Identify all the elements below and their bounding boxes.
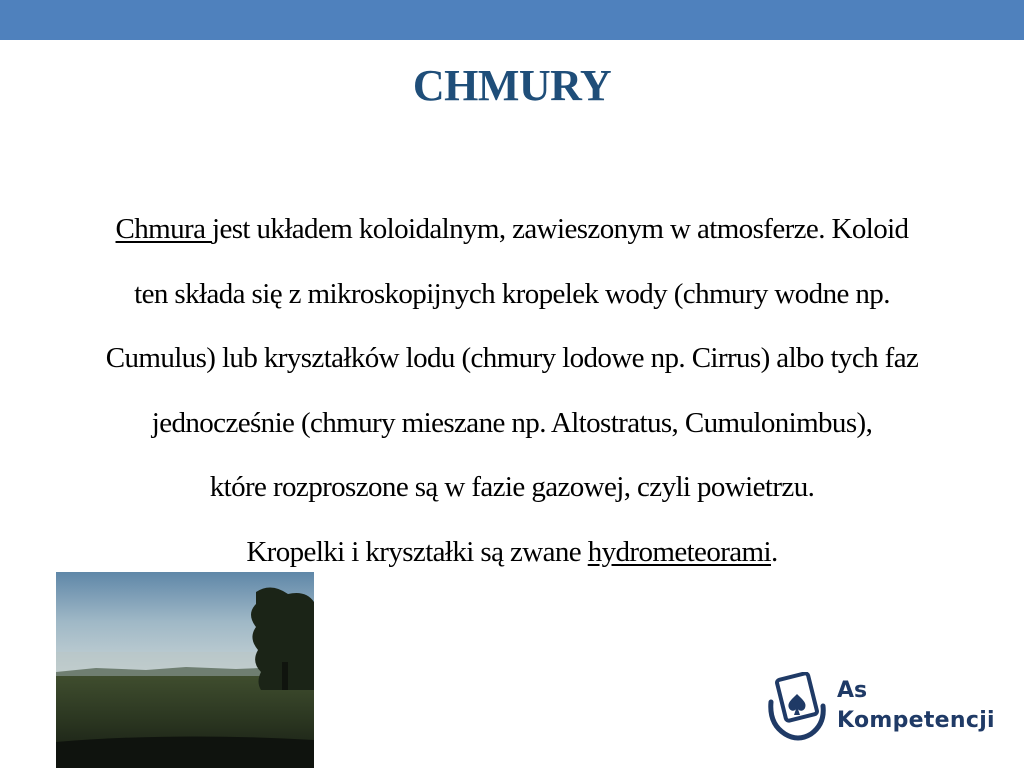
text-line-6-end: .	[770, 535, 778, 568]
logo-text-as: As	[837, 678, 868, 703]
text-line-1-rest: jest układem koloidalnym, zawieszonym w atmosferze. Koloid	[212, 213, 909, 245]
text-line-3: Cumulus) lub kryształków lodu (chmury lodowe np. Cirrus) albo tych faz	[105, 342, 919, 374]
landscape-photo	[56, 572, 314, 768]
chmura-link[interactable]: Chmura	[115, 213, 212, 245]
landscape-photo-image	[56, 572, 314, 768]
text-line-5: które rozproszone są w fazie gazowej, czyli powietrzu.	[209, 471, 815, 503]
text-line-6-start: Kropelki i kryształki są zwane	[246, 535, 588, 568]
slide-body-text	[20, 197, 1004, 584]
hydrometeorami-link[interactable]: hydrometeorami	[587, 535, 771, 568]
text-line-1	[20, 197, 1004, 262]
spade-card-icon	[765, 672, 831, 744]
text-line-2: ten składa się z mikroskopijnych kropelek wody (chmury wodne np.	[134, 277, 890, 310]
top-accent-bar	[0, 0, 1024, 40]
as-kompetencji-logo	[765, 670, 1005, 750]
slide-title: CHMURY	[412, 61, 612, 110]
text-line-4: jednocześnie (chmury mieszane np. Altostratus, Cumulonimbus),	[151, 406, 873, 439]
logo-text-kompetencji: Kompetencji	[837, 708, 995, 733]
